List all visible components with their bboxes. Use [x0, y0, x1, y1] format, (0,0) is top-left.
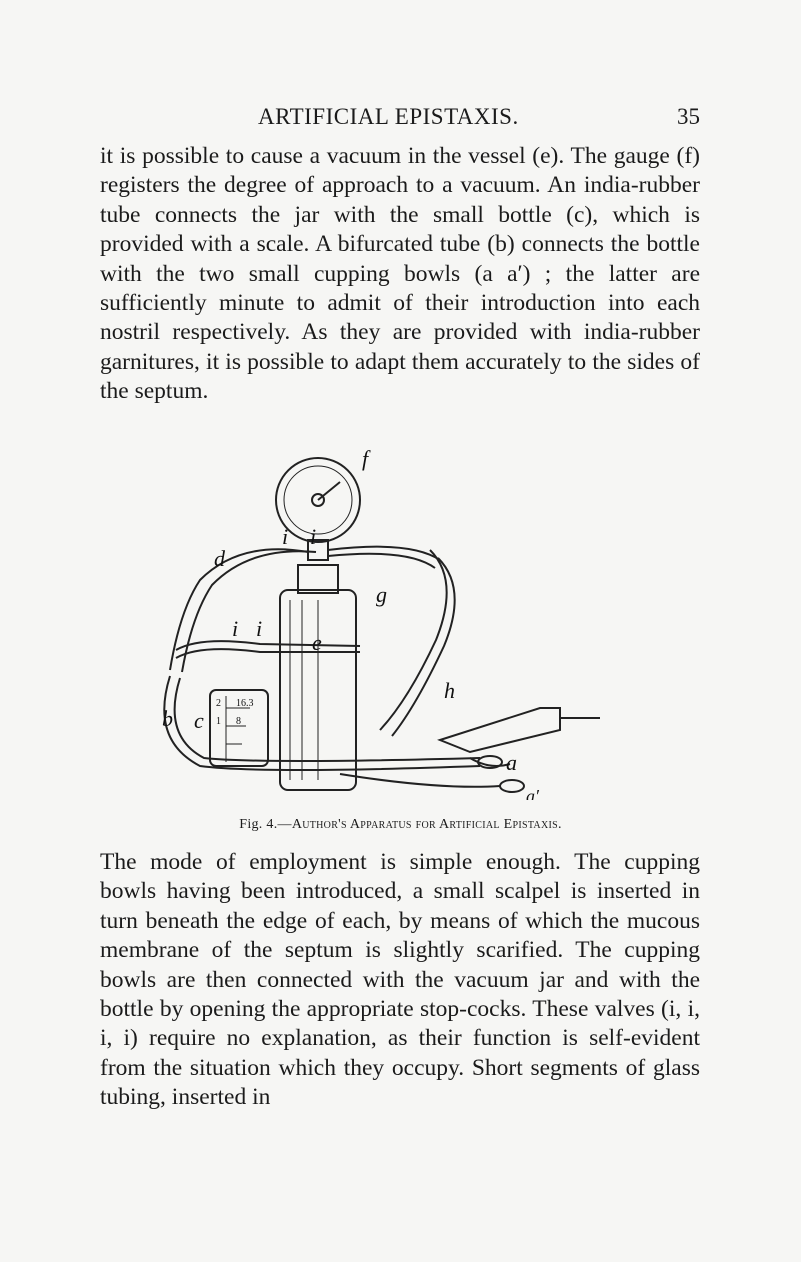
label-f: f: [362, 446, 369, 471]
caption-text: Author's Apparatus for Artificial Epistaxis.: [291, 817, 562, 832]
label-g: g: [376, 582, 387, 607]
label-e: e: [312, 630, 322, 655]
label-i-4: i: [256, 616, 263, 641]
label-h: h: [444, 678, 455, 703]
figure-caption: [0, 817, 801, 833]
scale-mark-1: 1: [216, 716, 221, 727]
cupping-bowl-a-prime: [500, 780, 524, 792]
caption-number: Fig. 4.—: [239, 817, 292, 832]
label-d: d: [214, 546, 225, 571]
label-i-2: i: [310, 524, 317, 549]
label-b: b: [162, 706, 173, 731]
page-header: [100, 104, 700, 134]
label-i-3: i: [232, 616, 239, 641]
scale-mark-8: 8: [236, 716, 241, 727]
scale-mark-16-3: 16.3: [236, 698, 254, 709]
page-number: 35: [677, 104, 700, 129]
scale-mark-2: 2: [216, 698, 221, 709]
label-a: a: [506, 750, 517, 775]
label-c: c: [194, 708, 204, 733]
label-a-prime: a′: [526, 786, 539, 800]
paragraph-2: The mode of employment is simple enough. The cupping bowls having been introduced, a small scalpel is inserted in turn beneath the edge of each, by means of which the mucous membrane of the septum is slightly scarified. The cupping bowls are then connected with the vacuum jar and with the bottle by opening the appropriate stop-cocks. These valves (i, i, i, i) require no explanation, as their function is self-evident from the situation which they occupy. Short segments of glass tubing, inserted in: [100, 849, 700, 1111]
apparatus-illustration: [140, 440, 610, 800]
running-title: ARTIFICIAL EPISTAXIS.: [258, 104, 519, 129]
apparatus-figure: [140, 440, 610, 800]
cupping-syringe: [440, 708, 560, 752]
paragraph-1: it is possible to cause a vacuum in the vessel (e). The gauge (f) registers the degree of approach to a vacuum. An india-rubber tube connects the jar with the small bottle (c), which is provided with a scale. A bifurcated tube (b) connects the bottle with the two small cupping bowls (a a′) ; the latter are sufficiently minute to admit of their introduction into each nostril respectively. As they are provided with india-rubber garnitures, it is possible to adapt them accurately to the sides of the septum.: [100, 143, 700, 405]
label-i-1: i: [282, 524, 289, 549]
